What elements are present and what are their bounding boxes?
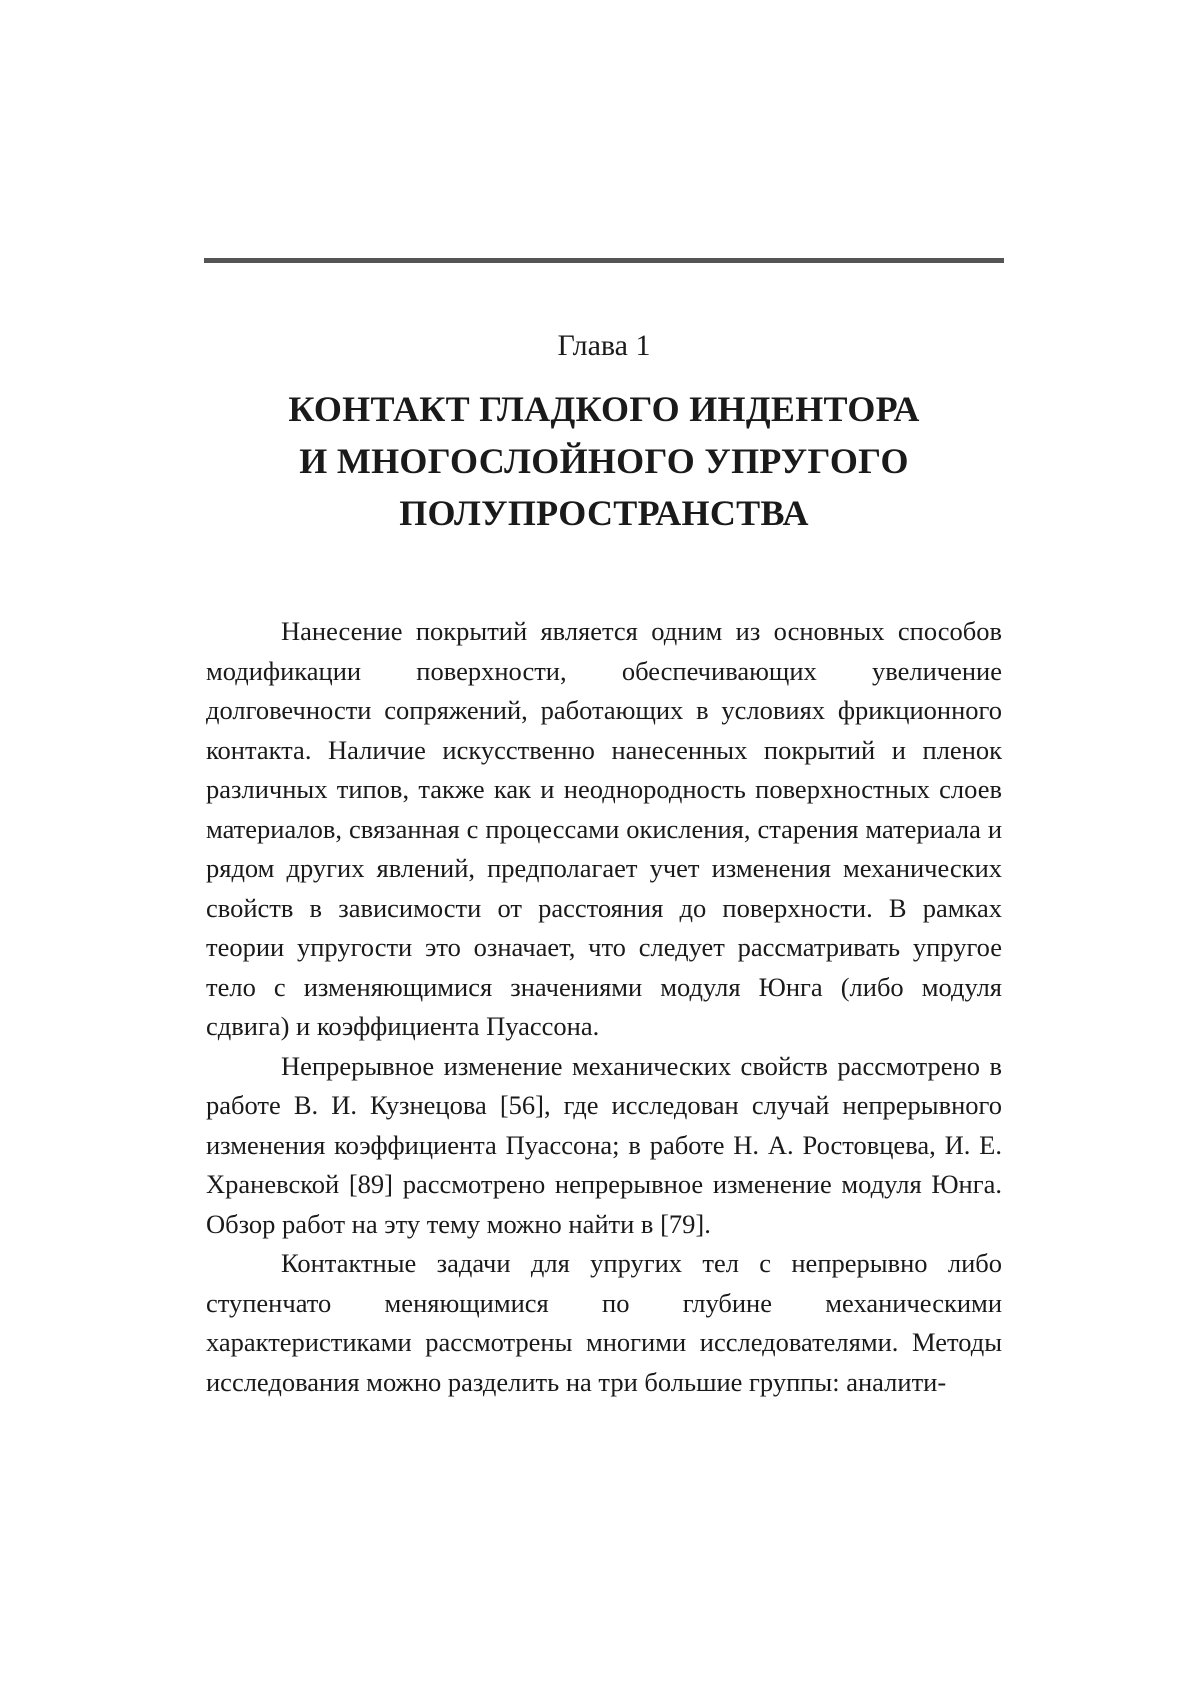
body-paragraph: Контактные задачи для упругих тел с непрерывно либо ступенчато меняющимися по глубине механическими характеристиками рассмотрены многими исследователями. Методы исследования можно разделить на три большие группы: аналити- [206,1248,1002,1397]
chapter-top-rule [204,258,1004,263]
chapter-title-line: И МНОГОСЛОЙНОГО УПРУГОГО [299,441,909,481]
body-paragraph: Непрерывное изменение механических свойств рассмотрено в работе В. И. Кузнецова [56], где исследован случай непрерывного изменения коэффициента Пуассона; в работе Н. А. Ростовцева, И. Е. Храневской [89] рассмотрено непрерывное изменение модуля Юнга. Обзор работ на эту тему можно найти в [79]. [206,1050,1002,1239]
chapter-title-line: КОНТАКТ ГЛАДКОГО ИНДЕНТОРА [288,389,920,429]
chapter-title-line: ПОЛУПРОСТРАНСТВА [399,493,809,533]
chapter-label: Глава 1 [557,329,651,362]
chapter-title [204,383,1004,539]
body-paragraph: Нанесение покрытий является одним из основных способов модификации поверхности, обеспечивающих увеличение долговечности сопряжений, работающих в условиях фрикционного контакта. Наличие искусственно нанесенных покрытий и пленок различных типов, также как и неоднородность поверхностных слоев материалов, связанная с процессами окисления, старения материала и рядом других явлений, предполагает учет изменения механических свойств в зависимости от расстояния до поверхности. В рамках теории упругости это означает, что следует рассматривать упругое тело с изменяющимися значениями модуля Юнга (либо модуля сдвига) и коэффициента Пуассона. [206,616,1002,1041]
body-text [206,612,1002,1402]
